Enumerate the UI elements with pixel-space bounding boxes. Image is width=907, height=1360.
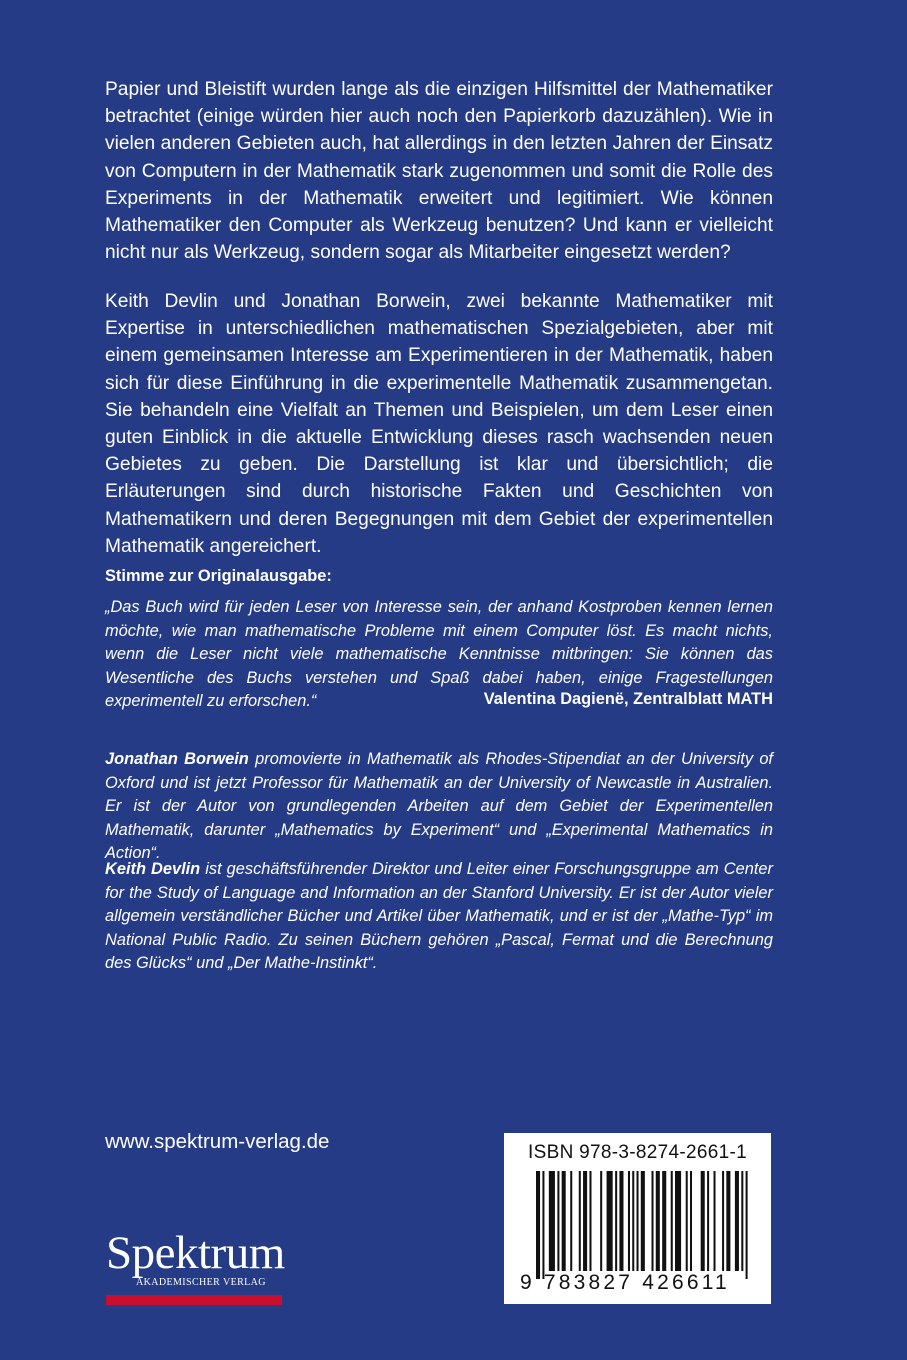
barcode-bar [579, 1171, 581, 1271]
barcode-bar [726, 1171, 730, 1271]
barcode-bar [641, 1171, 645, 1271]
barcode-bar [690, 1171, 692, 1271]
author-bio-text: promovierte in Mathematik als Rhodes-Stipendiat an der University of Oxford und ist jetzt Professor für Mathematik an der University of Newcastle in Australien. Er ist der Autor von grundlegenden Arbeiten auf dem Gebiet der Experimentellen Mathematik, darunter „Mathematics by Experiment“ und „Experimental Mathematics in Action“. [105, 750, 773, 862]
barcode-bar [562, 1171, 566, 1271]
description-paragraph-2: Keith Devlin und Jonathan Borwein, zwei bekannte Mathematiker mit Expertise in unterschiedlichen mathematischen Spezialgebieten, aber mit einem gemeinsamen Interesse am Experimentieren in der Mathematik, haben sich für diese Einführung in die experimentelle Mathematik zusammengetan. Sie behandeln eine Vielfalt an Themen und Beispielen, um dem Leser einen guten Einblick in die aktuelle Entwicklung dieses rasch wachsenden neuen Gebietes zu geben. Die Darstellung ist klar und übersichtlich; die Erläuterungen sind durch historische Fakten und Geschichten von Mathematikern und deren Begegnungen mit dem Gebiet der experimentellen Mathematik angereichert. [105, 291, 773, 557]
review-heading: Stimme zur Originalausgabe: [105, 567, 332, 585]
barcode-bar [746, 1171, 748, 1279]
publisher-logo [106, 1227, 285, 1310]
barcode-bar [741, 1171, 743, 1271]
review-quote: „Das Buch wird für jeden Leser von Interesse sein, der anhand Kostproben kennen lernen möchte, wie man mathematische Probleme mit einem Computer löst. Es macht nichts, wenn die Leser nicht viele mathematische Kenntnisse mitbringen: Sie können das Wesentliche des Buchs verstehen und Spaß dabei haben, einige Fragestellungen experimentell zu erforschen.“ [105, 598, 773, 710]
barcode-bar [583, 1171, 587, 1271]
barcode-bar [686, 1171, 688, 1271]
barcode-bar [619, 1171, 623, 1271]
publisher-logo-name: Spektrum [106, 1227, 285, 1279]
barcode-bar [656, 1171, 660, 1271]
barcode-bar [637, 1171, 639, 1271]
author-bio-devlin [105, 858, 773, 976]
barcode-bar [671, 1171, 673, 1271]
barcode-bar [651, 1171, 653, 1271]
isbn-label: ISBN 978-3-8274-2661-1 [528, 1142, 747, 1163]
barcode-bar [570, 1171, 572, 1271]
publisher-logo-subtitle: AKADEMISCHER VERLAG [136, 1277, 266, 1288]
barcode-bar [675, 1171, 681, 1271]
barcode-bar [701, 1171, 705, 1271]
author-name: Jonathan Borwein [105, 750, 249, 768]
barcode-bar [615, 1171, 617, 1271]
barcode-bar [536, 1171, 540, 1279]
barcode-bar [714, 1171, 716, 1271]
barcode-bar [628, 1171, 630, 1271]
author-bio-borwein [105, 748, 773, 866]
barcode-bar [722, 1171, 724, 1271]
barcode-bars [536, 1171, 752, 1279]
publisher-logo-bar [106, 1295, 282, 1305]
author-bio-text: ist geschäftsführender Direktor und Leiter einer Forschungsgruppe am Center for the Study of Language and Information an der Stanford University. Er ist der Autor vieler allgemein verständlicher Bücher und Artikel über Mathematik, und er ist der „Mathe-Typ“ im National Public Radio. Zu seinen Büchern gehören „Pascal, Fermat und die Berechnung des Glücks“ und „Der Mathe-Instinkt“. [105, 860, 773, 972]
barcode-bar [662, 1171, 666, 1271]
barcode-bar [542, 1171, 544, 1279]
barcode-digits: 9 783827 426611 [520, 1271, 730, 1294]
isbn-barcode [504, 1133, 771, 1304]
description-paragraph-1: Papier und Bleistift wurden lange als die einzigen Hilfsmittel der Mathematiker betrachtet (einige würden hier auch noch den Papierkorb dazuzählen). Wie in vielen anderen Gebieten auch, hat allerdings in den letzten Jahren der Einsatz von Computern in der Mathematik stark zugenommen und somit die Rolle des Experiments in der Mathematik erweitert und legitimiert. Wie können Mathematiker den Computer als Werkzeug benutzen? Und kann er vielleicht nicht nur als Werkzeug, sondern sogar als Mitarbeiter eingesetzt werden? [105, 79, 773, 264]
barcode-bar [600, 1171, 602, 1271]
review-attribution: Valentina Dagienë, Zentralblatt MATH [483, 690, 773, 708]
author-name: Keith Devlin [105, 860, 201, 878]
barcode-bar [735, 1171, 739, 1271]
barcode-bar [632, 1171, 634, 1271]
barcode-bar [607, 1171, 613, 1271]
barcode-bar [707, 1171, 709, 1271]
barcode-bar [557, 1171, 559, 1271]
barcode-bar [549, 1171, 555, 1271]
publisher-website: www.spektrum-verlag.de [105, 1130, 330, 1153]
barcode-bar [589, 1171, 591, 1271]
